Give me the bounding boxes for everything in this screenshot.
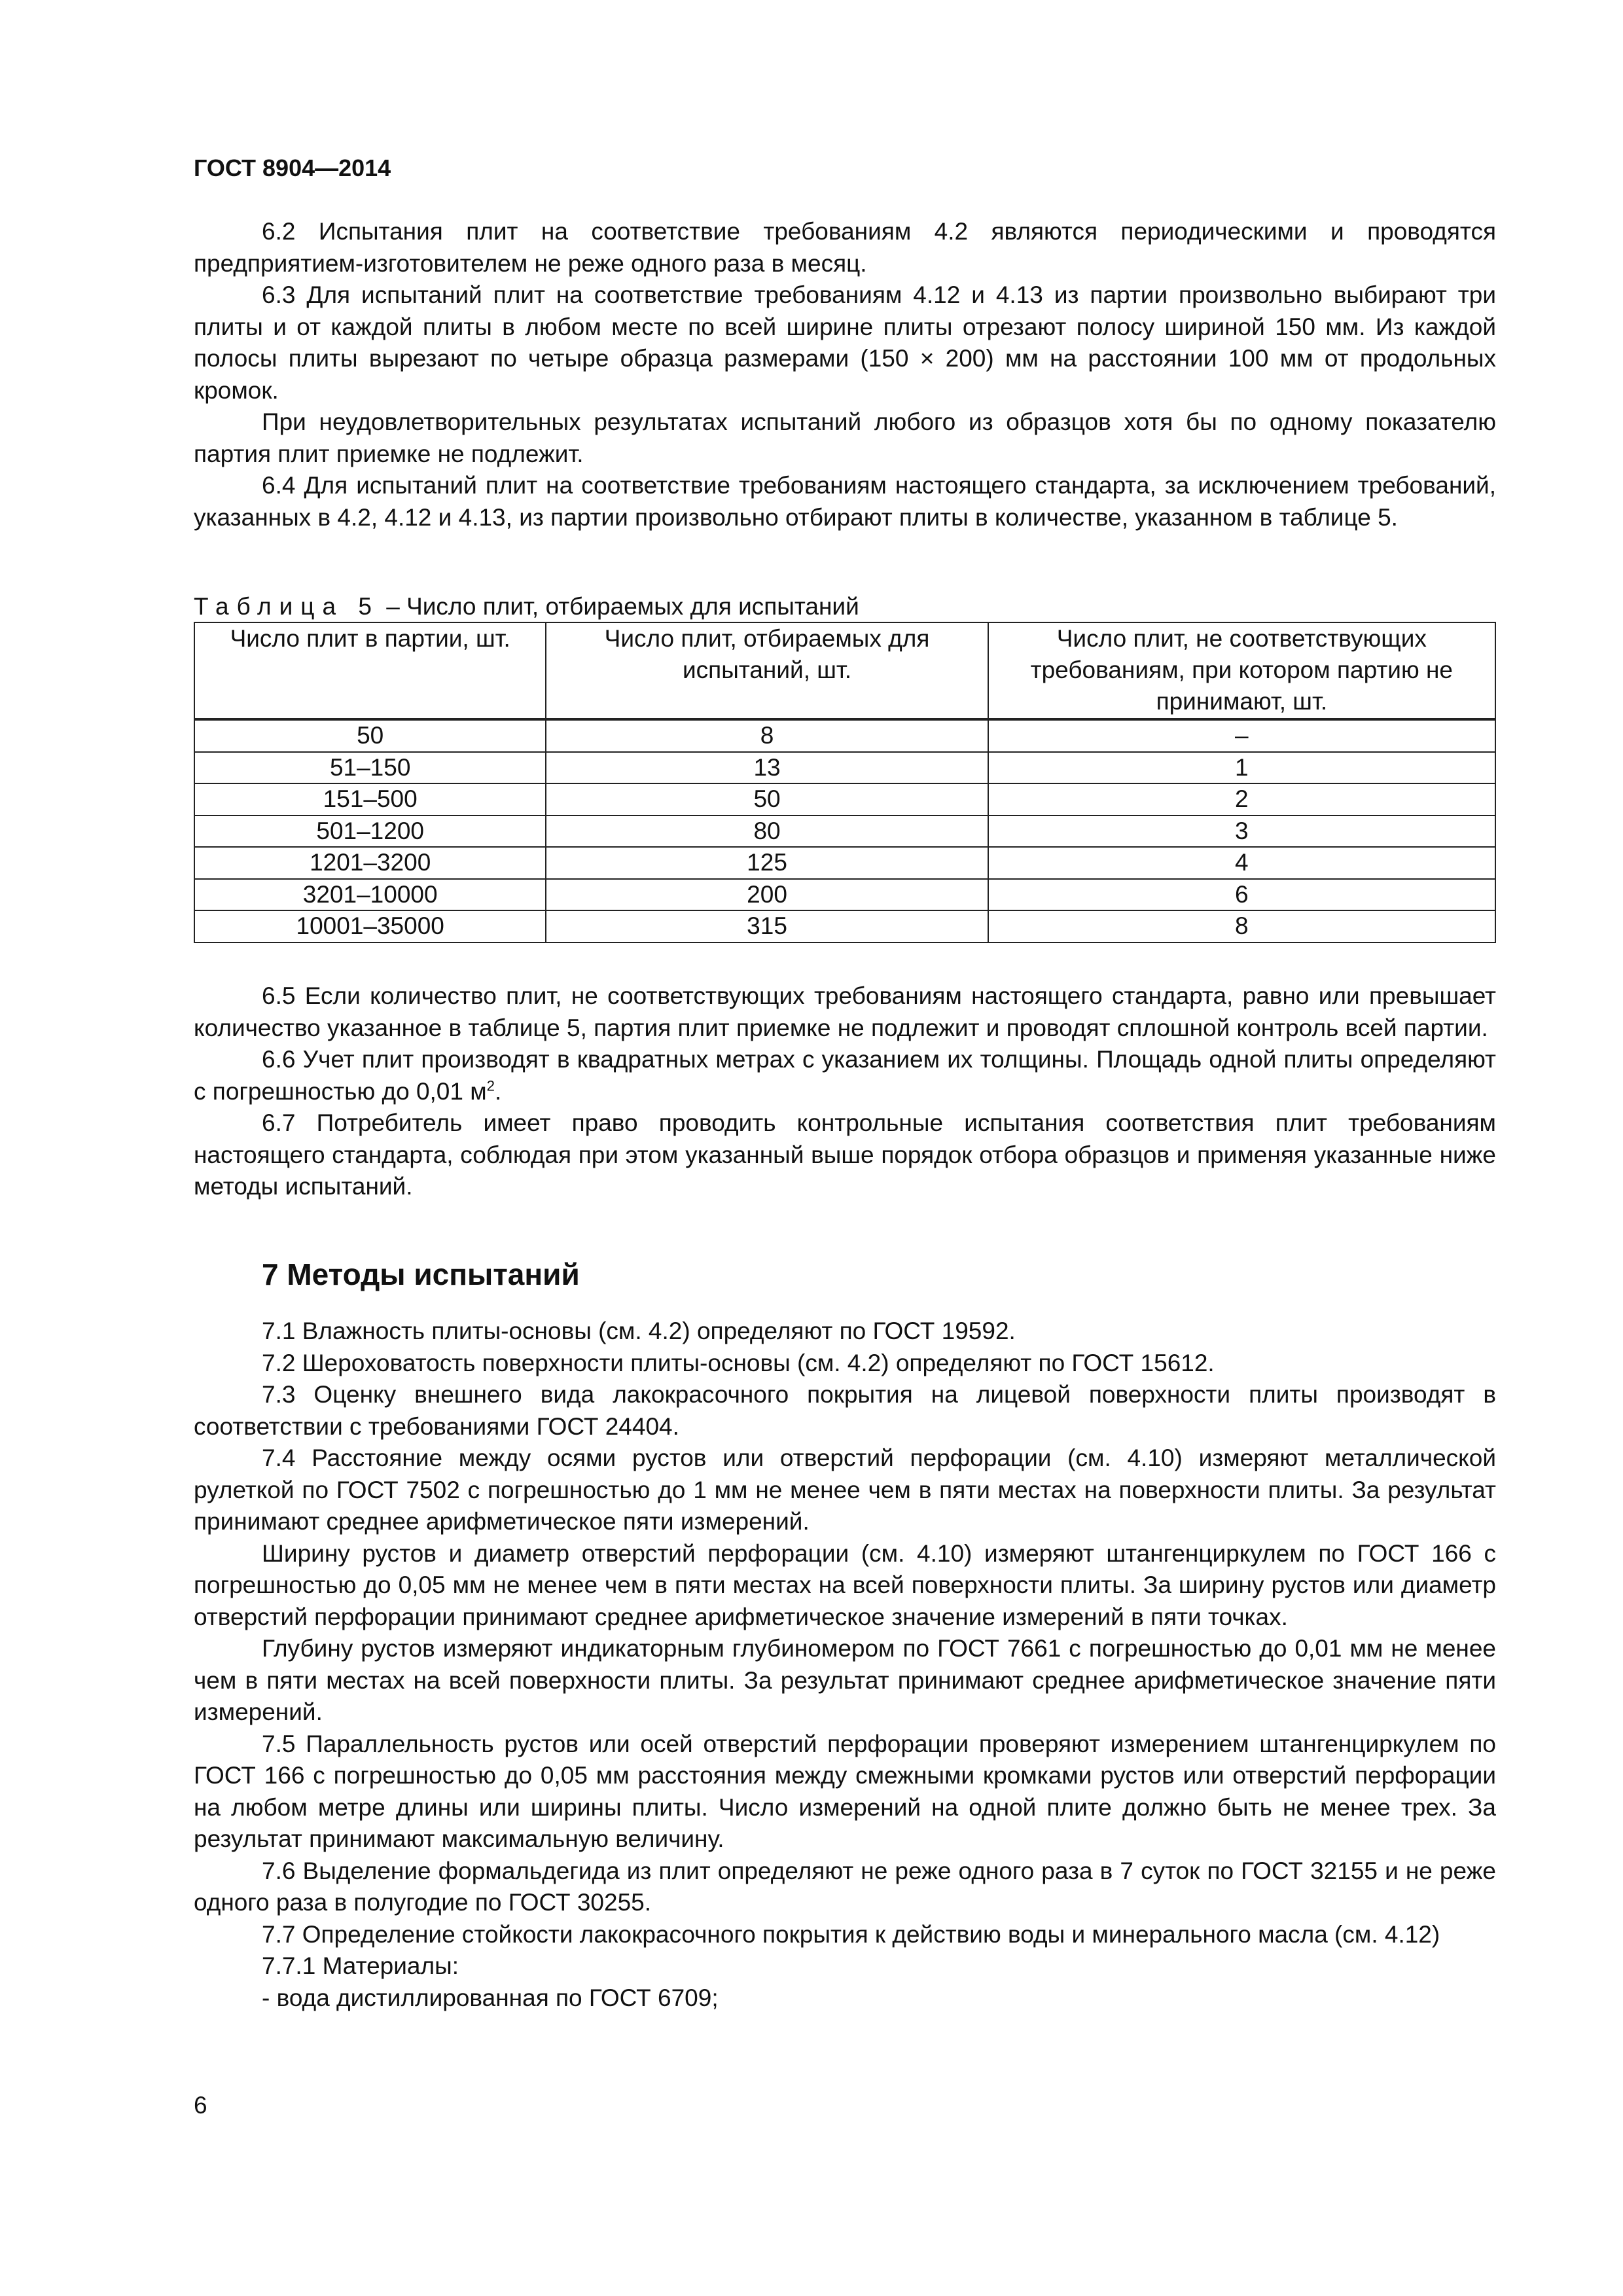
paragraph-7-7: 7.7 Определение стойкости лакокрасочного покрытия к действию воды и минерального масла (см. 4.12) bbox=[262, 1920, 1440, 1948]
paragraph-7-3: 7.3 Оценку внешнего вида лакокрасочного покрытия на лицевой поверхности плиты производят в соответствии с требованиями ГОСТ 24404. bbox=[194, 1381, 1496, 1440]
paragraph-6-5: 6.5 Если количество плит, не соответствующих требованиям настоящего стандарта, равно или превышает количество указанное в таблице 5, партия плит приемке не подлежит и проводят сплошной контроль всей партии. bbox=[194, 982, 1496, 1041]
paragraph-6-6-end: . bbox=[495, 1077, 502, 1105]
table-cell: 3 bbox=[988, 816, 1495, 848]
paragraph-6-3-cont: При неудовлетворительных результатах испытаний любого из образцов хотя бы по одному показателю партия плит приемке не подлежит. bbox=[194, 408, 1496, 467]
table-row bbox=[194, 752, 1495, 784]
table-cell: 151–500 bbox=[194, 783, 546, 816]
section-7-block bbox=[194, 1316, 1496, 2014]
table-5 bbox=[194, 622, 1496, 943]
paragraph-6-4: 6.4 Для испытаний плит на соответствие требованиям настоящего стандарта, за исключением требований, указанных в 4.2, 4.12 и 4.13, из партии произвольно отбирают плиты в количестве, указанном в таблице 5. bbox=[194, 472, 1496, 531]
table-cell: 1201–3200 bbox=[194, 847, 546, 879]
table-caption-label: Таблица 5 bbox=[194, 593, 380, 620]
paragraph-7-1: 7.1 Влажность плиты-основы (см. 4.2) определяют по ГОСТ 19592. bbox=[262, 1318, 1016, 1344]
table-row bbox=[194, 783, 1495, 816]
paragraph-7-2: 7.2 Шероховатость поверхности плиты-основы (см. 4.2) определяют по ГОСТ 15612. bbox=[262, 1349, 1215, 1376]
table-cell: 8 bbox=[546, 719, 988, 752]
table-header-cell: Число плит, не соответствующих требованиям, при котором партию не принимают, шт. bbox=[988, 622, 1495, 719]
table-cell: 4 bbox=[988, 847, 1495, 879]
table-cell: 315 bbox=[546, 910, 988, 942]
section-7-heading: 7 Методы испытаний bbox=[262, 1257, 580, 1291]
section-6b-block bbox=[194, 980, 1496, 1203]
table-cell: 13 bbox=[546, 752, 988, 784]
table-caption bbox=[194, 592, 859, 621]
table-header-row bbox=[194, 622, 1495, 719]
table-cell: – bbox=[988, 719, 1495, 752]
table-header-cell: Число плит в партии, шт. bbox=[194, 622, 546, 719]
paragraph-6-6-text: 6.6 Учет плит производят в квадратных метрах с указанием их толщины. Площадь одной плиты определяют с погрешностью до 0,01 м bbox=[194, 1046, 1496, 1105]
table-cell: 200 bbox=[546, 879, 988, 911]
table-row bbox=[194, 719, 1495, 752]
table-caption-text: – Число плит, отбираемых для испытаний bbox=[379, 593, 859, 620]
table-cell: 51–150 bbox=[194, 752, 546, 784]
table-cell: 3201–10000 bbox=[194, 879, 546, 911]
table-row bbox=[194, 910, 1495, 942]
table-cell: 8 bbox=[988, 910, 1495, 942]
paragraph-6-3: 6.3 Для испытаний плит на соответствие требованиям 4.12 и 4.13 из партии произвольно выбирают три плиты и от каждой плиты в любом месте по всей ширине плиты отрезают полосу шириной 150 мм. Из каждой полосы плиты вырезают по четыре образца размерами (150 × 200) мм на расстоянии 100 мм от продольных кромок. bbox=[194, 281, 1496, 404]
table-header-cell: Число плит, отбираемых для испытаний, шт. bbox=[546, 622, 988, 719]
table-cell: 1 bbox=[988, 752, 1495, 784]
document-header: ГОСТ 8904—2014 bbox=[194, 154, 391, 181]
table-cell: 2 bbox=[988, 783, 1495, 816]
superscript: 2 bbox=[486, 1077, 495, 1094]
paragraph-6-6 bbox=[194, 1044, 1496, 1107]
section-6-block bbox=[194, 216, 1496, 533]
page-number: 6 bbox=[194, 2092, 207, 2119]
paragraph-7-5: 7.5 Параллельность рустов или осей отверстий перфорации проверяют измерением штангенциркулем по ГОСТ 166 с погрешностью до 0,05 мм расстояния между смежными кромками рустов или отверстий перфорации на любом метре длины или ширины плиты. Число измерений на одной плите должно быть не менее трех. За результат принимают максимальную величину. bbox=[194, 1730, 1496, 1852]
table-row bbox=[194, 879, 1495, 911]
paragraph-7-7-1: 7.7.1 Материалы: bbox=[262, 1952, 459, 1979]
paragraph-7-4-width: Ширину рустов и диаметр отверстий перфорации (см. 4.10) измеряют штангенциркулем по ГОСТ 166 с погрешностью до 0,05 мм не менее чем в пяти местах на всей поверхности плиты. За ширину рустов или диаметр отверстий перфорации принимают среднее арифметическое значение измерений в пяти точках. bbox=[194, 1539, 1496, 1630]
paragraph-7-4-depth: Глубину рустов измеряют индикаторным глубиномером по ГОСТ 7661 с погрешностью до 0,01 мм не менее чем в пяти местах на всей поверхности плиты. За результат принимают среднее арифметическое значение пяти измерений. bbox=[194, 1635, 1496, 1725]
table-cell: 50 bbox=[194, 719, 546, 752]
paragraph-6-2: 6.2 Испытания плит на соответствие требованиям 4.2 являются периодическими и проводятся предприятием-изготовителем не реже одного раза в месяц. bbox=[194, 218, 1496, 277]
table-cell: 501–1200 bbox=[194, 816, 546, 848]
table-cell: 80 bbox=[546, 816, 988, 848]
paragraph-7-6: 7.6 Выделение формальдегида из плит определяют не реже одного раза в 7 суток по ГОСТ 32155 и не реже одного раза в полугодие по ГОСТ 30255. bbox=[194, 1857, 1496, 1916]
paragraph-7-4: 7.4 Расстояние между осями рустов или отверстий перфорации (см. 4.10) измеряют металлической рулеткой по ГОСТ 7502 с погрешностью до 1 мм не менее чем в пяти местах на поверхности плиты. За результат принимают среднее арифметическое пяти измерений. bbox=[194, 1444, 1496, 1535]
document-page bbox=[194, 0, 1496, 2296]
paragraph-6-7: 6.7 Потребитель имеет право проводить контрольные испытания соответствия плит требованиям настоящего стандарта, соблюдая при этом указанный выше порядок отбора образцов и применяя указанные ниже методы испытаний. bbox=[194, 1109, 1496, 1200]
table-cell: 125 bbox=[546, 847, 988, 879]
table-row bbox=[194, 847, 1495, 879]
table-cell: 6 bbox=[988, 879, 1495, 911]
table-row bbox=[194, 816, 1495, 848]
table-cell: 10001–35000 bbox=[194, 910, 546, 942]
table-cell: 50 bbox=[546, 783, 988, 816]
paragraph-7-7-1-item: - вода дистиллированная по ГОСТ 6709; bbox=[262, 1984, 719, 2011]
